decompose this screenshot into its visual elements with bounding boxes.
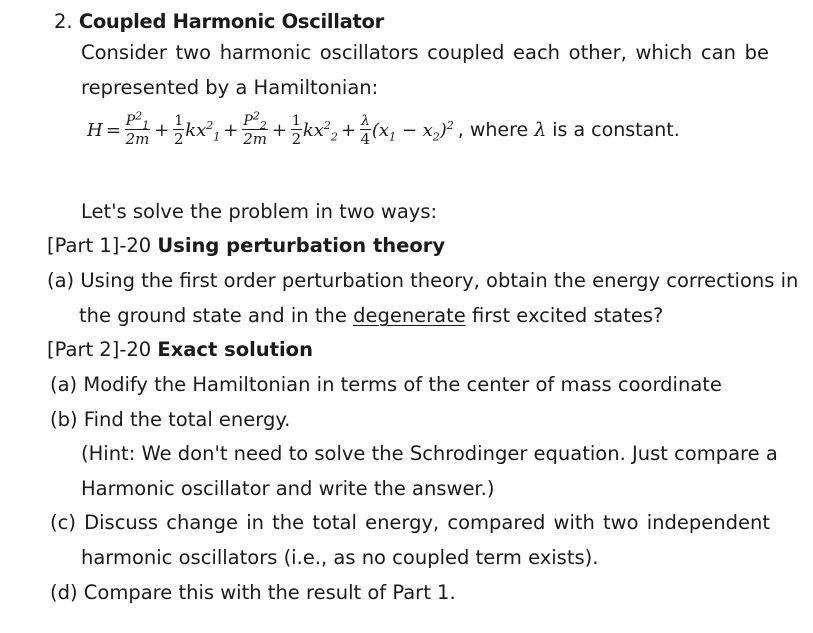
intro-line-2: represented by a Hamiltonian:: [81, 76, 379, 99]
part2-heading: Exact solution: [157, 338, 313, 361]
part2-b: (b) Find the total energy.: [50, 408, 291, 431]
p2-symbol: P: [243, 112, 253, 129]
p2-sup: 2: [252, 108, 260, 122]
coupling-term: [371, 118, 454, 144]
p1-sub: 1: [142, 118, 150, 132]
problem-number: 2.: [54, 10, 73, 33]
frac-half-2: [291, 114, 302, 147]
frac-half-1: [173, 114, 184, 147]
kx2-sub: 2: [330, 130, 338, 144]
part2-a: (a) Modify the Hamiltonian in terms of the center of mass coordinate: [50, 373, 722, 396]
coupling-close: ): [439, 119, 447, 141]
coupling-open: (x: [371, 119, 390, 141]
part2-prefix: [Part 2]-20: [47, 338, 152, 361]
where-lambda: λ: [534, 119, 547, 141]
eq-equals: =: [105, 119, 121, 141]
hint-line-1: (Hint: We don't need to solve the Schrodinger equation. Just compare a: [81, 442, 778, 465]
part1-a-pre: the ground state and in the: [79, 304, 347, 327]
constant-text: is a constant.: [552, 119, 680, 141]
problem-title-row: [54, 12, 384, 32]
kx2: kx: [302, 119, 324, 141]
equation-tail: [458, 119, 680, 141]
x2-sub: 2: [432, 130, 440, 144]
x1-sub: 1: [389, 130, 397, 144]
coupling-minus: − x: [396, 119, 433, 141]
half2-den: 2: [291, 129, 302, 148]
part1-a-post: first excited states?: [471, 304, 664, 327]
kx1-sup: 2: [206, 118, 214, 132]
part1-heading-row: [47, 236, 445, 256]
part1-a-line-2: [79, 306, 663, 326]
part1-prefix: [Part 1]-20: [47, 234, 152, 257]
part1-a-line-1: (a) Using the first order perturbation theory, obtain the energy corrections in: [47, 269, 799, 292]
kx2-term: [302, 118, 338, 144]
problem-title: Coupled Harmonic Oscillator: [78, 10, 384, 33]
p1-denominator: 2m: [125, 129, 150, 148]
frac-p2: [242, 108, 267, 148]
eq-lhs: H: [87, 119, 103, 141]
where-text: , where: [457, 119, 529, 141]
half2-num: 1: [291, 112, 301, 129]
kx1-sub: 1: [213, 130, 221, 144]
kx1: kx: [185, 119, 207, 141]
four-den: 4: [360, 129, 371, 148]
part2-d: (d) Compare this with the result of Part 1.: [50, 581, 456, 604]
half1-den: 2: [174, 129, 184, 148]
kx1-term: [185, 118, 221, 144]
half1-num: 1: [174, 112, 184, 129]
p1-sup: 2: [135, 108, 143, 122]
hamiltonian-equation: H = $\frac{P^2_1}{2m}$ + $\frac{1}{2}$ $kx^2_1$ + $\frac{P^2_2}{2m}$ + $\frac{1}{2}$ $kx^2_2$ + $\frac{\lambda}{4}$ $(x_1 - x_2)^2$ , where λ is a constant.: [87, 108, 680, 148]
p1-symbol: P: [125, 112, 136, 129]
coupling-sup: 2: [446, 118, 454, 132]
part2-heading-row: [47, 340, 313, 360]
solve-line: Let's solve the problem in two ways:: [81, 200, 438, 223]
frac-lambda-4: [360, 114, 371, 147]
kx2-sup: 2: [323, 118, 331, 132]
intro-line-1: Consider two harmonic oscillators coupled each other, which can be: [81, 41, 769, 64]
part2-c-line-1: (c) Discuss change in the total energy, compared with two independent: [50, 511, 770, 534]
part1-heading: Using perturbation theory: [157, 234, 446, 257]
p2-sub: 2: [259, 118, 267, 132]
lambda-num: λ: [360, 112, 370, 129]
frac-p1: [125, 108, 150, 148]
part2-c-line-2: harmonic oscillators (i.e., as no coupled term exists).: [81, 546, 599, 569]
hint-line-2: Harmonic oscillator and write the answer.): [81, 477, 495, 500]
degenerate-word: degenerate: [353, 304, 466, 327]
p2-denominator: 2m: [243, 129, 267, 148]
